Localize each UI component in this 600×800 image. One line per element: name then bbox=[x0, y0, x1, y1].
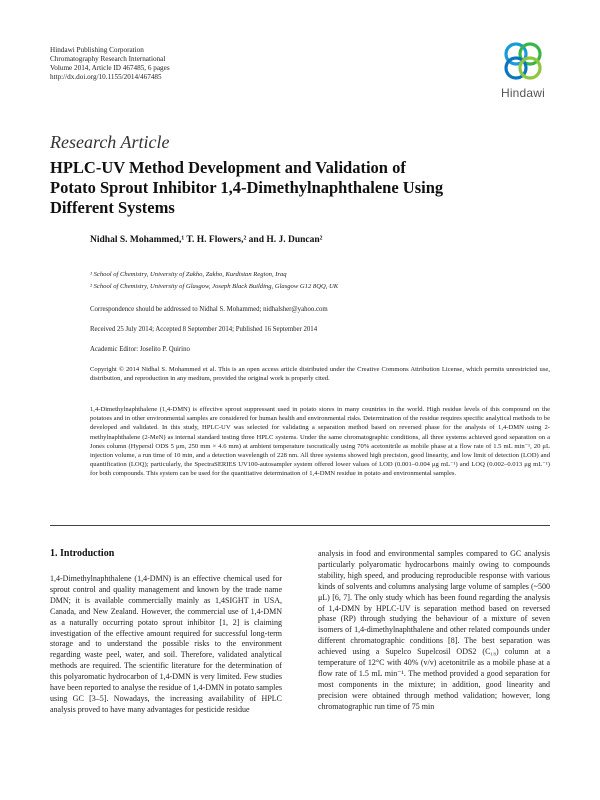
affiliation: ² School of Chemistry, University of Glasgow, Joseph Black Building, Glasgow G12 8QQ, UK bbox=[90, 283, 339, 290]
author-list: Nidhal S. Mohammed,¹ T. H. Flowers,² and H. J. Duncan² bbox=[90, 235, 323, 245]
correspondence: Correspondence should be addressed to Nidhal S. Mohammed; nidhalsher@yahoo.com bbox=[90, 306, 328, 313]
body-column-right bbox=[318, 549, 550, 713]
copyright-notice: Copyright © 2014 Nidhal S. Mohammed et al. This is an open access article distributed under the Creative Commons Attribution License, which permits unrestricted use, distribution, and reproduction in any medium, provided the original work is properly cited. bbox=[90, 366, 550, 383]
hindawi-logo-text: Hindawi bbox=[500, 86, 546, 100]
doi-link[interactable]: http://dx.doi.org/10.1155/2014/467485 bbox=[50, 73, 162, 81]
abstract: 1,4-Dimethylnaphthalene (1,4-DMN) is effective sprout suppressant used in potato stores in many countries in the world. High residue levels of this compound on the potatoes and in other environmental samples are considered for human health and environmental risks. Determination of the residue requires specific analytical methods to be developed and validated. In this study, HPLC-UV was selected for validating a separation method based on reversed phase for the analysis of 1,4-DMN using 2-methylnaphthalene (2-MeN) as internal standard testing three HPLC systems. Under the same chromatographic conditions, all three systems achieved good separation on a Jones column (Hypersil ODS 5 μm, 250 mm × 4.6 mm) at ambient temperature isocratically using 70% acetonitrile as mobile phase at a flow rate of 1.5 mL min⁻¹, 20 μL injection volume, a run time of 10 min, and a detection wavelength of 228 nm. All three systems showed high precision, good linearity, and low limit of detection (LOD) and quantification (LOQ); particularly, the SpectraSERIES UV100-autosampler system offered lower values of LOD (0.001–0.004 μg mL⁻¹) and LOQ (0.002–0.013 μg mL⁻¹) for both compounds. This system can be used for the quantitative determination of 1,4-DMN residue in potato and environmental samples. bbox=[90, 406, 550, 478]
title-line: HPLC-UV Method Development and Validation of bbox=[50, 158, 406, 177]
publication-info bbox=[50, 46, 170, 82]
section-heading: 1. Introduction bbox=[50, 548, 115, 559]
volume-line: Volume 2014, Article ID 467485, 6 pages bbox=[50, 64, 170, 72]
section-divider bbox=[50, 525, 550, 526]
body-paragraph: analysis in food and environmental samples compared to GC analysis particularly polyaromatic hydrocarbons mainly owing to compounds stability, high speed, and producing reproducible response with various kinds of solvents and columns analysing large volume of samples (~500 μL) [6, 7]. The only study which has been found regarding the analysis of 1,4-DMN by HPLC-UV is separation method based on reversed phase (RP) through studying the behaviour of a mixture of seven isomers of 1,4-dimethylnaphthalene and other related compounds under different chromatographic conditions [8]. The best separation was achieved using a Supelco Supelcosil ODS2 (C₁₈) column at a temperature of 12°C with 40% (v/v) acetonitrile as a mobile phase at a flow rate of 1.5 mL min⁻¹. The method provided a good separation for most components in the mixture; in addition, good linearity and precision were obtained through method validation; however, long chromatographic run time of 75 min bbox=[318, 549, 550, 711]
title-line: Potato Sprout Inhibitor 1,4-Dimethylnaphthalene Using bbox=[50, 178, 444, 197]
article-type: Research Article bbox=[50, 132, 170, 152]
body-paragraph: 1,4-Dimethylnaphthalene (1,4-DMN) is an effective chemical used for sprout control and quality management and known by the trade name DMN; it is available commercially mainly as 1,4SIGHT in USA, Canada, and New Zealand. However, the commercial use of 1,4-DMN as a naturally occurring potato sprout inhibitor [1, 2] is claiming investigation of the effective amount required for successful long-term storage and to understand the possible risks to the environment regarding waste peel, water, and soil. Therefore, validated analytical methods are required. The scientific literature for the determination of this polyaromatic hydrocarbon of 1,4-DMN is very limited. Few studies have been reported to analyse the residue of 1,4-DMN in potato samples using GC [3–5]. Nowadays, the increasing availability of HPLC analysis proved to have many advantages for pesticide residue bbox=[50, 574, 282, 714]
hindawi-logo bbox=[494, 38, 552, 104]
academic-editor: Academic Editor: Joselito P. Quirino bbox=[90, 346, 190, 353]
affiliation: ¹ School of Chemistry, University of Zakho, Zakho, Kurdistan Region, Iraq bbox=[90, 271, 287, 278]
hindawi-logo-icon bbox=[494, 38, 552, 84]
body-column-left bbox=[50, 574, 282, 716]
title-line: Different Systems bbox=[50, 198, 175, 217]
article-dates: Received 25 July 2014; Accepted 8 September 2014; Published 16 September 2014 bbox=[90, 326, 318, 333]
article-title bbox=[50, 158, 550, 218]
journal-name: Chromatography Research International bbox=[50, 55, 166, 63]
publisher-name: Hindawi Publishing Corporation bbox=[50, 46, 144, 54]
